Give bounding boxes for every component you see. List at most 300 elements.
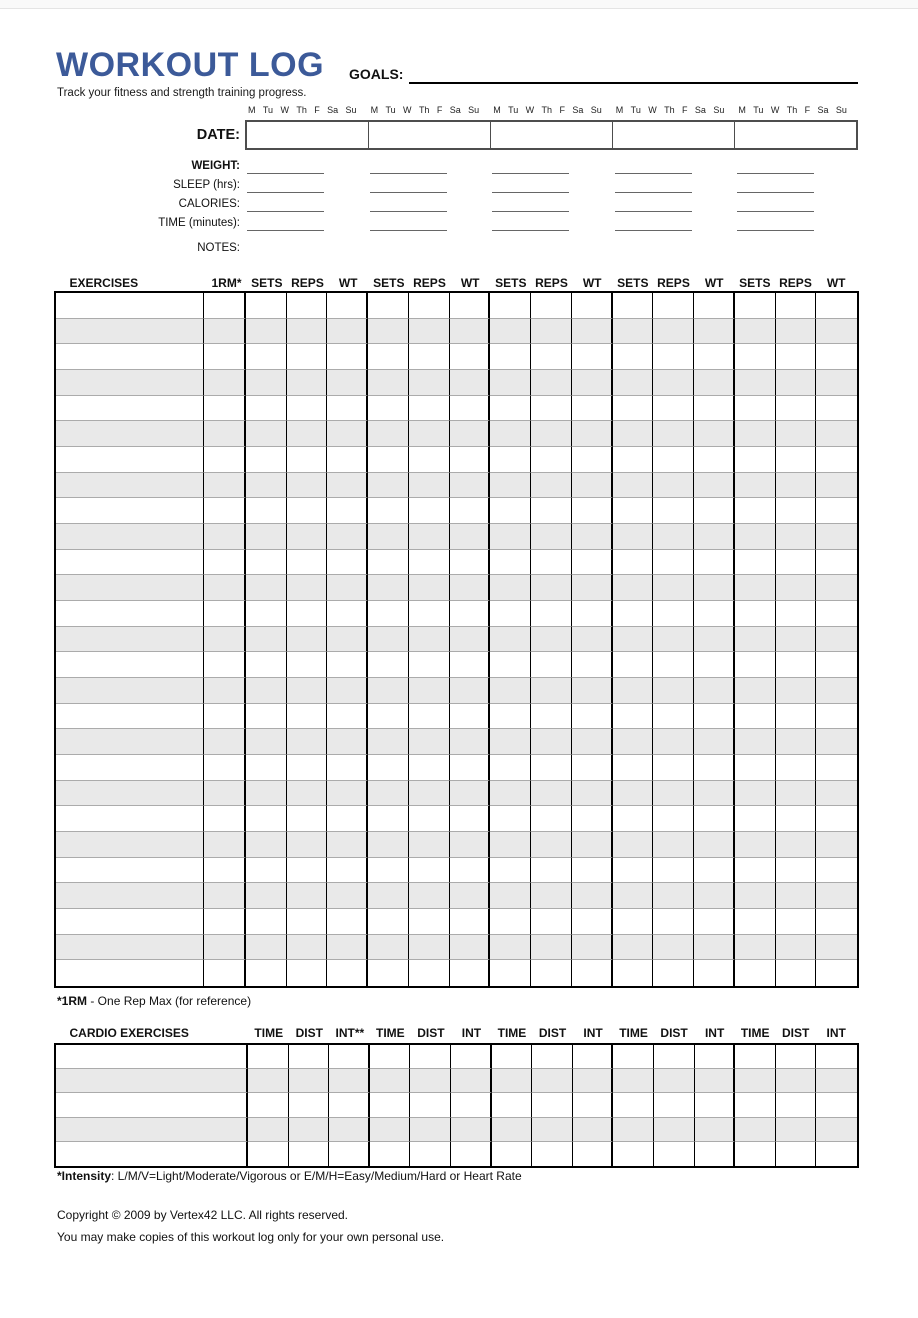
set-data-cell	[327, 575, 368, 601]
cardio-data-cell	[329, 1045, 370, 1069]
set-data-cell	[450, 652, 491, 678]
set-data-cell	[694, 473, 735, 499]
set-data-cell	[450, 396, 491, 422]
set-data-cell	[368, 575, 409, 601]
set-data-cell	[776, 575, 817, 601]
set-data-cell	[450, 344, 491, 370]
set-data-cell	[531, 652, 572, 678]
set-data-cell	[490, 883, 531, 909]
exercise-name-cell	[56, 473, 204, 499]
set-data-cell	[409, 806, 450, 832]
set-data-cell	[450, 319, 491, 345]
set-column-header: WT	[338, 276, 358, 290]
set-data-cell	[490, 704, 531, 730]
set-data-cell	[816, 550, 857, 576]
metric-lines	[245, 217, 858, 236]
set-data-cell	[653, 344, 694, 370]
date-field	[734, 122, 856, 148]
cardio-name-cell	[56, 1093, 248, 1117]
set-data-cell	[776, 498, 817, 524]
cardio-data-cell	[370, 1118, 411, 1142]
cardio-data-cell	[776, 1142, 817, 1166]
set-data-cell	[776, 806, 817, 832]
set-data-cell	[572, 550, 613, 576]
cardio-name-cell	[56, 1045, 248, 1069]
set-data-cell	[490, 370, 531, 396]
cardio-data-cell	[532, 1093, 573, 1117]
set-data-cell	[409, 319, 450, 345]
set-data-cell	[368, 678, 409, 704]
set-data-cell	[735, 832, 776, 858]
cardio-data-cell	[613, 1069, 654, 1093]
set-data-cell	[694, 652, 735, 678]
set-data-cell	[327, 627, 368, 653]
set-data-cell	[327, 447, 368, 473]
cardio-data-cell	[329, 1069, 370, 1093]
set-data-cell	[327, 781, 368, 807]
set-data-cell	[613, 319, 654, 345]
set-data-cell	[490, 935, 531, 961]
one-rep-max-cell	[204, 883, 246, 909]
set-data-cell	[246, 344, 287, 370]
set-data-cell	[735, 781, 776, 807]
set-data-cell	[246, 473, 287, 499]
metric-underline-field	[247, 192, 324, 193]
metric-underline-field	[615, 211, 692, 212]
set-data-cell	[572, 396, 613, 422]
set-data-cell	[409, 344, 450, 370]
set-data-cell	[531, 396, 572, 422]
cardio-data-cell	[451, 1118, 492, 1142]
set-data-cell	[572, 678, 613, 704]
exercise-name-cell	[56, 652, 204, 678]
weekday-label: W	[525, 105, 535, 115]
metric-underline-field	[492, 192, 569, 193]
metric-underline-field	[615, 173, 692, 174]
set-data-cell	[653, 909, 694, 935]
set-data-cell	[450, 550, 491, 576]
metric-label: TIME (minutes):	[158, 217, 240, 229]
set-data-cell	[776, 550, 817, 576]
set-data-cell	[246, 755, 287, 781]
set-data-cell	[450, 627, 491, 653]
date-entry-strip	[245, 120, 858, 150]
set-data-cell	[287, 396, 328, 422]
set-data-cell	[776, 960, 817, 986]
set-data-cell	[694, 678, 735, 704]
set-data-cell	[531, 293, 572, 319]
set-data-cell	[450, 575, 491, 601]
set-data-cell	[816, 678, 857, 704]
exercise-name-cell	[56, 832, 204, 858]
set-data-cell	[531, 575, 572, 601]
one-rep-max-cell	[204, 473, 246, 499]
set-data-cell	[368, 729, 409, 755]
one-rep-max-cell	[204, 575, 246, 601]
set-data-cell	[490, 344, 531, 370]
set-data-cell	[409, 652, 450, 678]
weekday-label: W	[280, 105, 289, 115]
set-data-cell	[816, 781, 857, 807]
set-data-cell	[653, 781, 694, 807]
set-data-cell	[653, 883, 694, 909]
set-data-cell	[816, 601, 857, 627]
set-column-header: REPS	[291, 276, 324, 290]
one-rep-max-cell	[204, 370, 246, 396]
set-data-cell	[816, 755, 857, 781]
set-data-cell	[409, 550, 450, 576]
exercise-name-cell	[56, 319, 204, 345]
set-data-cell	[572, 935, 613, 961]
set-data-cell	[450, 678, 491, 704]
weekday-label: Su	[345, 105, 357, 115]
set-data-cell	[450, 704, 491, 730]
cardio-data-cell	[410, 1069, 451, 1093]
set-data-cell	[490, 678, 531, 704]
set-data-cell	[368, 473, 409, 499]
set-data-cell	[694, 550, 735, 576]
set-data-cell	[735, 935, 776, 961]
set-data-cell	[368, 755, 409, 781]
set-data-cell	[490, 652, 531, 678]
weekday-label: Th	[296, 105, 307, 115]
cardio-data-cell	[695, 1142, 736, 1166]
weekday-group	[735, 105, 858, 118]
one-rep-max-cell	[204, 781, 246, 807]
set-data-cell	[287, 858, 328, 884]
weekday-label: M	[248, 105, 256, 115]
set-data-cell	[776, 935, 817, 961]
exercise-name-cell	[56, 524, 204, 550]
exercise-name-cell	[56, 370, 204, 396]
set-data-cell	[246, 293, 287, 319]
set-data-cell	[246, 575, 287, 601]
set-data-cell	[776, 319, 817, 345]
set-data-cell	[450, 729, 491, 755]
set-data-cell	[490, 396, 531, 422]
set-data-cell	[694, 781, 735, 807]
metric-row	[0, 160, 918, 179]
set-data-cell	[776, 473, 817, 499]
exercise-name-cell	[56, 601, 204, 627]
set-data-cell	[816, 909, 857, 935]
cardio-column-header: DIST	[538, 1026, 567, 1040]
set-data-cell	[776, 678, 817, 704]
set-data-cell	[246, 960, 287, 986]
cardio-data-cell	[492, 1142, 533, 1166]
set-data-cell	[246, 550, 287, 576]
set-data-cell	[735, 447, 776, 473]
set-data-cell	[613, 960, 654, 986]
set-data-cell	[246, 704, 287, 730]
set-data-cell	[735, 960, 776, 986]
set-data-cell	[653, 729, 694, 755]
set-data-cell	[246, 883, 287, 909]
cardio-column-header: TIME	[740, 1026, 770, 1040]
exercise-name-cell	[56, 729, 204, 755]
cardio-data-cell	[492, 1069, 533, 1093]
set-data-cell	[613, 704, 654, 730]
weekday-label: W	[770, 105, 780, 115]
set-data-cell	[694, 960, 735, 986]
set-data-cell	[613, 729, 654, 755]
set-data-cell	[776, 858, 817, 884]
set-data-cell	[694, 396, 735, 422]
set-data-cell	[409, 447, 450, 473]
metric-lines	[245, 160, 858, 179]
cardio-data-cell	[370, 1142, 411, 1166]
set-data-cell	[816, 858, 857, 884]
weekday-label: Sa	[694, 105, 706, 115]
set-data-cell	[653, 832, 694, 858]
set-data-cell	[694, 858, 735, 884]
set-data-cell	[653, 421, 694, 447]
exercise-table-header	[54, 276, 859, 291]
one-rep-max-cell	[204, 755, 246, 781]
cardio-data-cell	[329, 1142, 370, 1166]
set-data-cell	[531, 550, 572, 576]
set-data-cell	[653, 575, 694, 601]
set-data-cell	[490, 729, 531, 755]
weekday-label: M	[738, 105, 746, 115]
one-rep-max-cell	[204, 293, 246, 319]
set-column-header: WT	[582, 276, 602, 290]
set-data-cell	[287, 729, 328, 755]
set-data-cell	[450, 293, 491, 319]
weekday-label: F	[804, 105, 811, 115]
set-data-cell	[735, 473, 776, 499]
cardio-data-cell	[695, 1093, 736, 1117]
cardio-column-header: INT	[704, 1026, 725, 1040]
set-data-cell	[572, 319, 613, 345]
set-data-cell	[572, 627, 613, 653]
cardio-data-cell	[248, 1045, 289, 1069]
date-field	[490, 122, 612, 148]
cardio-data-cell	[776, 1045, 817, 1069]
set-data-cell	[735, 319, 776, 345]
set-data-cell	[531, 678, 572, 704]
set-data-cell	[613, 344, 654, 370]
set-data-cell	[287, 498, 328, 524]
cardio-name-cell	[56, 1069, 248, 1093]
page-top-edge	[0, 0, 918, 9]
page-subtitle: Track your fitness and strength training progress.	[57, 87, 307, 99]
set-data-cell	[246, 652, 287, 678]
set-data-cell	[735, 524, 776, 550]
set-data-cell	[694, 909, 735, 935]
date-field	[368, 122, 490, 148]
set-data-cell	[490, 601, 531, 627]
weekday-label: Sa	[449, 105, 461, 115]
set-data-cell	[450, 858, 491, 884]
set-data-cell	[490, 550, 531, 576]
one-rep-max-cell	[204, 396, 246, 422]
set-data-cell	[287, 575, 328, 601]
set-data-cell	[409, 909, 450, 935]
cardio-data-cell	[816, 1069, 857, 1093]
metric-underline-field	[370, 211, 447, 212]
set-data-cell	[327, 832, 368, 858]
metric-underline-field	[492, 173, 569, 174]
set-data-cell	[287, 550, 328, 576]
cardio-column-header: INT**	[335, 1026, 365, 1040]
set-data-cell	[572, 601, 613, 627]
cardio-data-cell	[613, 1093, 654, 1117]
set-column-header: REPS	[535, 276, 568, 290]
metric-row	[0, 179, 918, 198]
metric-underline-field	[370, 173, 447, 174]
set-data-cell	[327, 652, 368, 678]
set-data-cell	[409, 678, 450, 704]
weekday-label: F	[682, 105, 688, 115]
metric-row	[0, 198, 918, 217]
set-data-cell	[816, 344, 857, 370]
cardio-column-header: TIME	[497, 1026, 527, 1040]
copyright-footer	[57, 1204, 444, 1248]
cardio-column-header: DIST	[295, 1026, 323, 1040]
set-data-cell	[572, 960, 613, 986]
set-data-cell	[490, 421, 531, 447]
set-data-cell	[409, 781, 450, 807]
set-data-cell	[490, 627, 531, 653]
set-data-cell	[287, 652, 328, 678]
set-data-cell	[694, 370, 735, 396]
set-data-cell	[694, 627, 735, 653]
weekday-label: M	[370, 105, 379, 115]
set-data-cell	[613, 678, 654, 704]
date-label: DATE:	[196, 127, 240, 143]
exercise-name-cell	[56, 883, 204, 909]
set-data-cell	[572, 498, 613, 524]
one-rep-max-cell	[204, 601, 246, 627]
set-data-cell	[246, 447, 287, 473]
cardio-data-cell	[573, 1045, 614, 1069]
set-data-cell	[368, 909, 409, 935]
set-data-cell	[572, 421, 613, 447]
set-column-header: SETS	[251, 276, 283, 290]
set-data-cell	[246, 781, 287, 807]
exercise-name-cell	[56, 344, 204, 370]
goals-blank-line	[409, 68, 858, 84]
cardio-data-cell	[695, 1045, 736, 1069]
set-data-cell	[287, 909, 328, 935]
set-data-cell	[776, 883, 817, 909]
set-data-cell	[246, 678, 287, 704]
one-rep-max-cell	[204, 344, 246, 370]
set-data-cell	[531, 421, 572, 447]
cardio-column-header: TIME	[619, 1026, 648, 1040]
set-data-cell	[653, 601, 694, 627]
weekday-group	[245, 105, 368, 118]
weekday-label: Su	[468, 105, 480, 115]
set-data-cell	[613, 473, 654, 499]
cardio-column-header: INT	[826, 1026, 846, 1040]
set-data-cell	[450, 883, 491, 909]
metric-underline-field	[370, 192, 447, 193]
one-rep-max-cell	[204, 960, 246, 986]
cardio-data-cell	[654, 1069, 695, 1093]
cardio-data-cell	[410, 1142, 451, 1166]
set-data-cell	[776, 781, 817, 807]
one-rep-max-cell	[204, 447, 246, 473]
set-data-cell	[694, 447, 735, 473]
set-column-header: SETS	[739, 276, 771, 290]
set-data-cell	[653, 370, 694, 396]
set-data-cell	[287, 806, 328, 832]
set-data-cell	[409, 627, 450, 653]
metric-lines	[245, 198, 858, 217]
set-data-cell	[694, 832, 735, 858]
one-rep-max-cell	[204, 498, 246, 524]
cardio-data-cell	[735, 1069, 776, 1093]
set-data-cell	[287, 678, 328, 704]
exercise-table	[54, 291, 859, 988]
set-data-cell	[287, 370, 328, 396]
set-data-cell	[531, 498, 572, 524]
cardio-column-header: DIST	[660, 1026, 688, 1040]
set-data-cell	[694, 319, 735, 345]
set-data-cell	[776, 447, 817, 473]
set-data-cell	[735, 755, 776, 781]
weekday-header-row	[245, 105, 858, 118]
exercises-column-header: EXERCISES	[69, 276, 139, 290]
cardio-column-header: DIST	[782, 1026, 810, 1040]
set-data-cell	[653, 627, 694, 653]
one-rep-max-cell	[204, 421, 246, 447]
cardio-data-cell	[776, 1069, 817, 1093]
set-data-cell	[613, 447, 654, 473]
set-data-cell	[613, 293, 654, 319]
set-data-cell	[409, 883, 450, 909]
set-data-cell	[653, 704, 694, 730]
exercise-name-cell	[56, 755, 204, 781]
weekday-label: M	[493, 105, 501, 115]
set-data-cell	[816, 473, 857, 499]
cardio-data-cell	[329, 1118, 370, 1142]
footnote-term: *1RM	[57, 994, 88, 1008]
set-data-cell	[287, 319, 328, 345]
cardio-data-cell	[370, 1093, 411, 1117]
weekday-label: Sa	[817, 105, 829, 115]
one-rep-max-cell	[204, 627, 246, 653]
set-data-cell	[287, 781, 328, 807]
set-data-cell	[776, 909, 817, 935]
weekday-label: W	[648, 105, 657, 115]
set-data-cell	[246, 627, 287, 653]
set-data-cell	[735, 550, 776, 576]
set-data-cell	[327, 935, 368, 961]
set-data-cell	[776, 421, 817, 447]
set-data-cell	[368, 883, 409, 909]
set-data-cell	[327, 344, 368, 370]
set-data-cell	[490, 909, 531, 935]
set-data-cell	[368, 781, 409, 807]
set-data-cell	[287, 344, 328, 370]
set-data-cell	[776, 396, 817, 422]
set-data-cell	[409, 601, 450, 627]
cardio-data-cell	[573, 1142, 614, 1166]
cardio-column-header: INT	[461, 1026, 482, 1040]
set-data-cell	[735, 909, 776, 935]
set-data-cell	[409, 575, 450, 601]
metric-underline-field	[737, 173, 814, 174]
metric-underline-field	[737, 192, 814, 193]
one-rep-max-cell	[204, 806, 246, 832]
set-data-cell	[816, 498, 857, 524]
cardio-data-cell	[573, 1069, 614, 1093]
set-data-cell	[287, 755, 328, 781]
set-data-cell	[368, 550, 409, 576]
